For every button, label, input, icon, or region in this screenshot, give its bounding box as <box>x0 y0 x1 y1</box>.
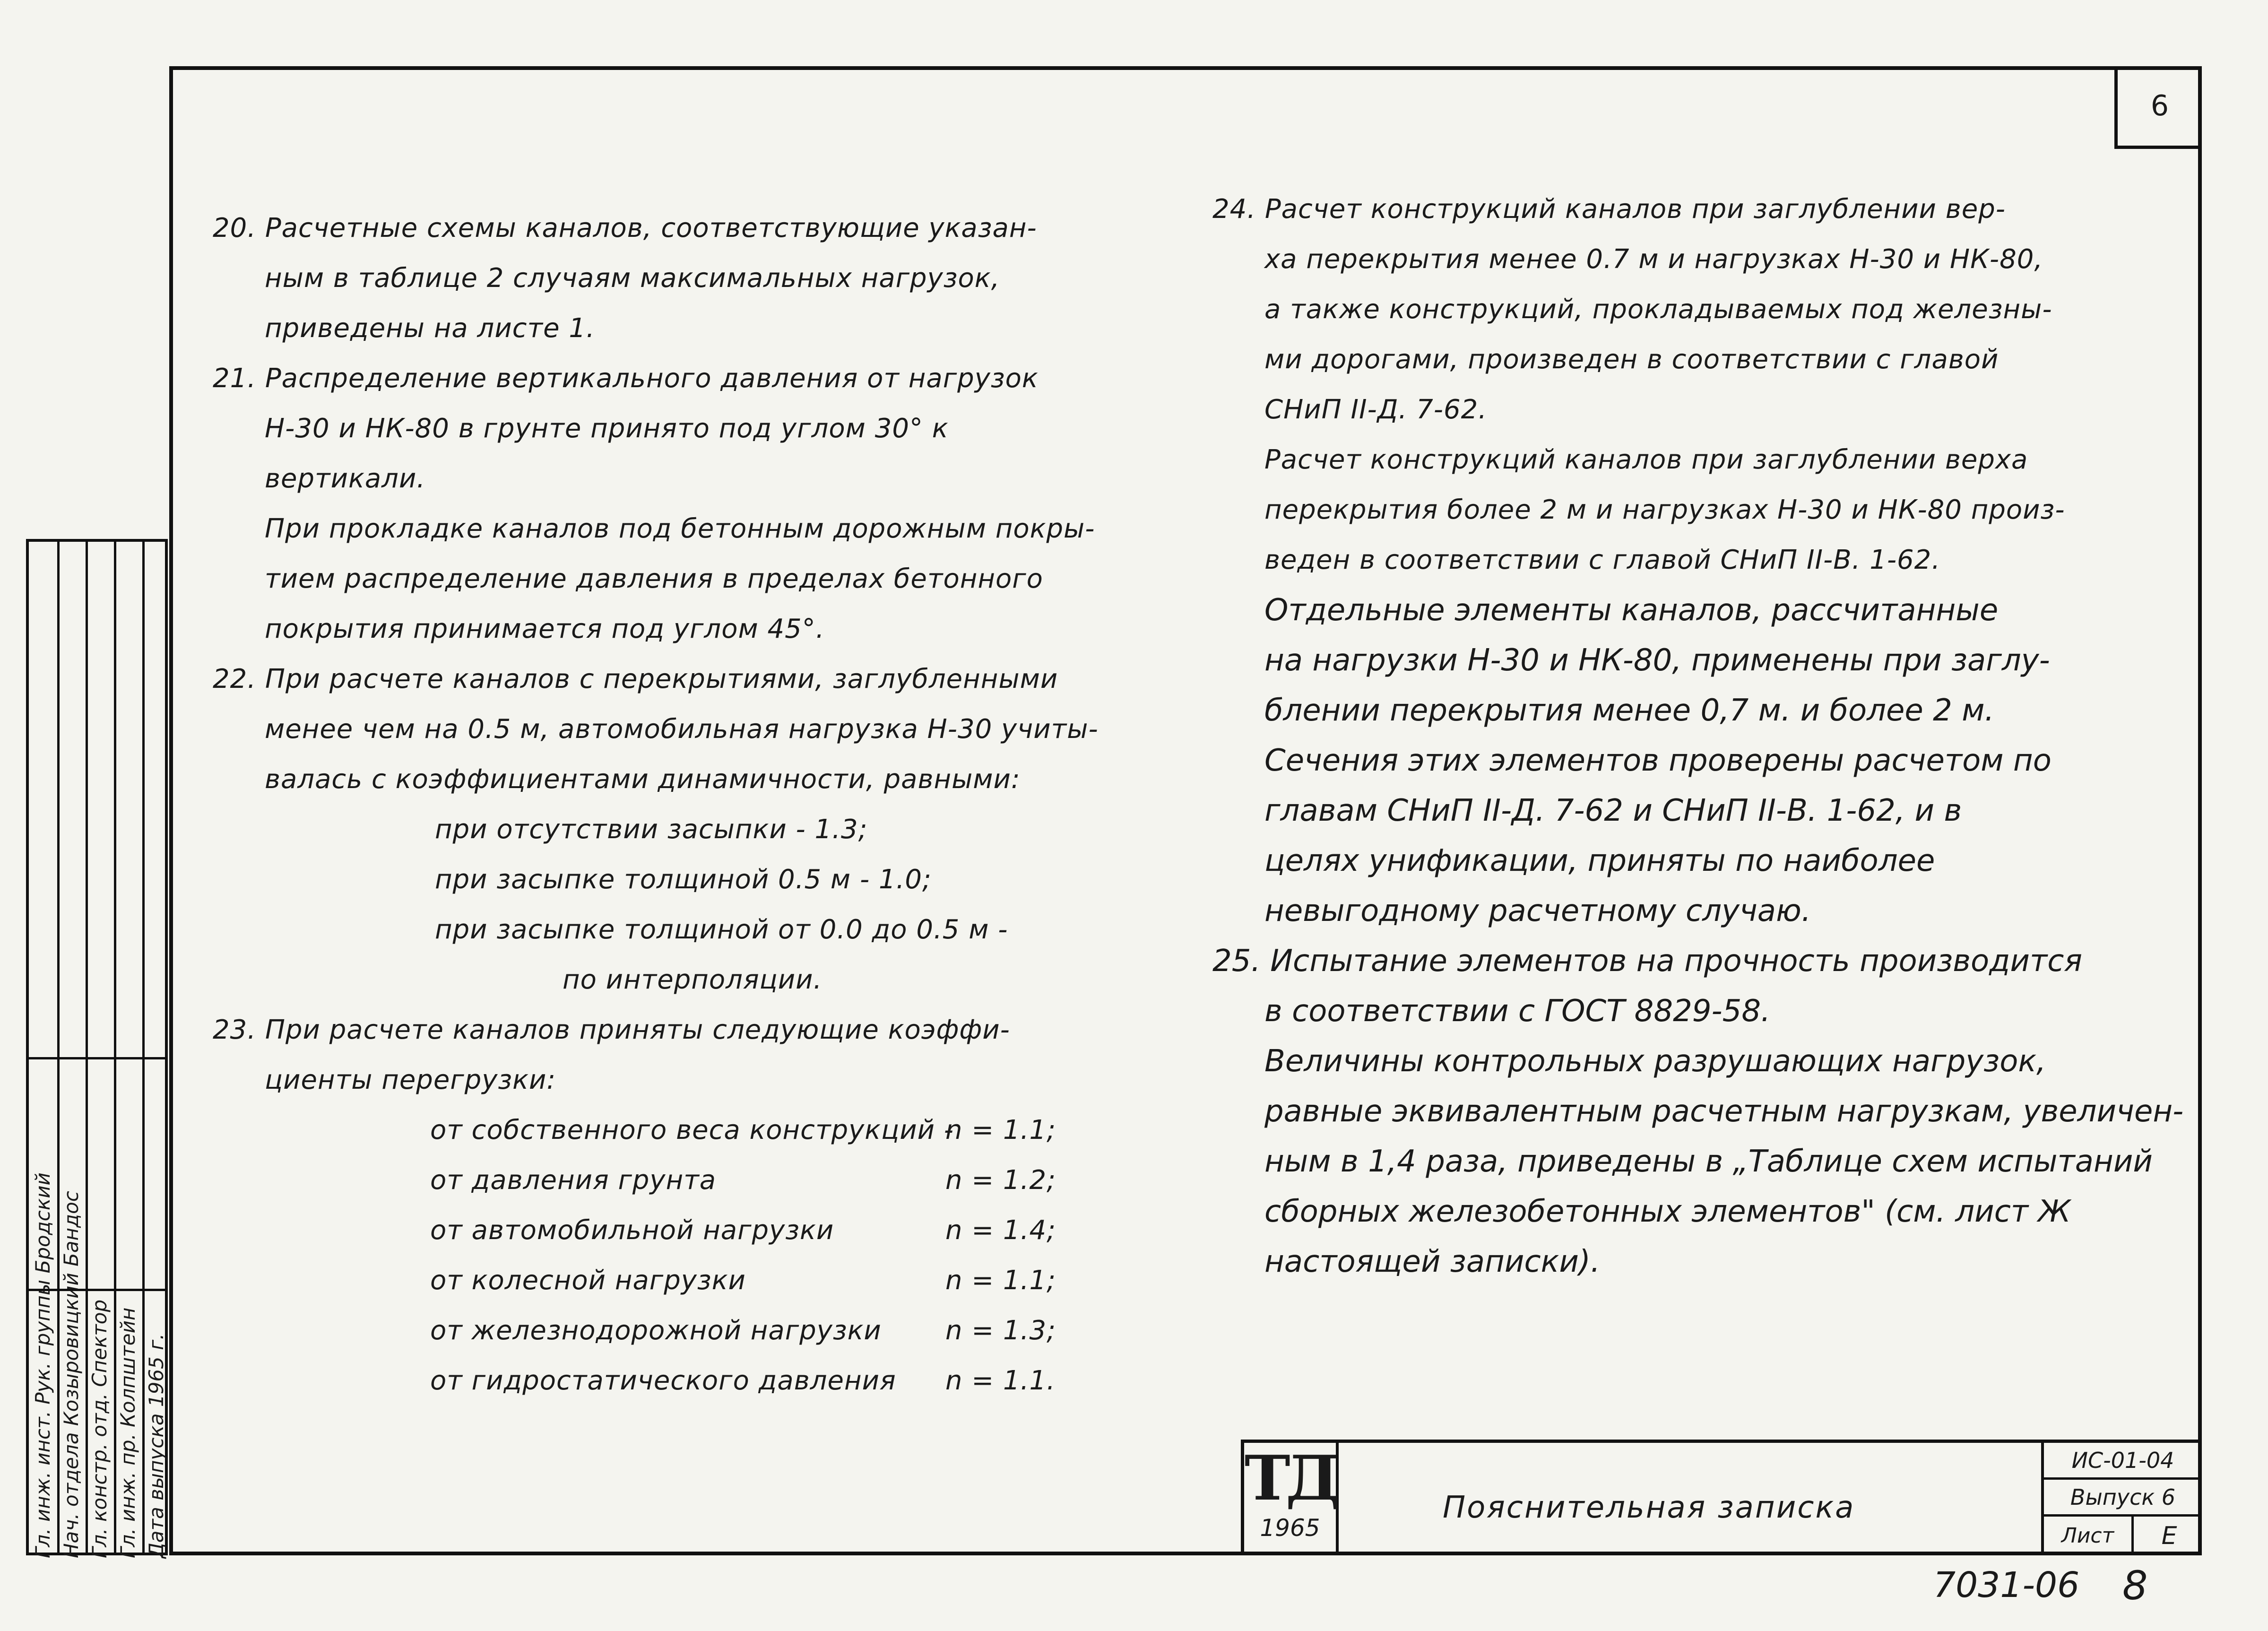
handwritten-line: главам СНиП II-Д. 7-62 и СНиП II-В. 1-62, и в <box>1264 793 1962 828</box>
text-line: при засыпке толщиной 0.5 м - 1.0; <box>435 864 932 895</box>
handwritten-line: равные эквивалентным расчетным нагрузкам, увеличен- <box>1264 1094 2184 1129</box>
text-line: ным в таблице 2 случаям максимальных нагрузок, <box>265 263 1000 294</box>
handwritten-line: Величины контрольных разрушающих нагрузок, <box>1264 1044 2046 1079</box>
text-line: Расчет конструкций каналов при заглублении верха <box>1264 444 2028 475</box>
text-line: менее чем на 0.5 м, автомобильная нагрузка Н-30 учиты- <box>265 714 1099 745</box>
coefficient-row <box>213 1155 1158 1206</box>
archive-sheet-number: 8 <box>2122 1562 2148 1609</box>
sheet-value: Е <box>2161 1522 2177 1550</box>
coefficient-value: n = 1.2; <box>945 1165 1056 1196</box>
coefficient-label: от давления грунта <box>430 1165 717 1196</box>
coefficient-value: n = 1.4; <box>945 1215 1056 1246</box>
text-line: покрытия принимается под углом 45°. <box>265 614 825 644</box>
archive-code: 7031-06 <box>1933 1565 2080 1605</box>
stamp-column-text: Нач. отдела Козыровицкий Бандос <box>60 1191 83 1558</box>
coefficient-label: от железнодорожной нагрузки <box>430 1315 882 1346</box>
handwritten-line: на нагрузки Н-30 и НК-80, применены при заглу- <box>1264 643 2050 678</box>
coefficient-row <box>213 1206 1158 1256</box>
handwritten-line: целях унификации, приняты по наиболее <box>1264 843 1935 878</box>
stamp-column-text: Гл. констр. отд. Спектор <box>88 1299 111 1558</box>
text-line: приведены на листе 1. <box>265 313 595 344</box>
right-column <box>1212 184 2196 1287</box>
text-line: циенты перегрузки: <box>265 1065 556 1095</box>
text-line: тием распределение давления в пределах бетонного <box>265 564 1043 594</box>
left-column <box>213 203 1158 1406</box>
text-line: 22. При расчете каналов с перекрытиями, заглубленными <box>213 664 1058 694</box>
text-line: вертикали. <box>265 463 426 494</box>
publisher-logo <box>1244 1443 1339 1555</box>
text-line: валась с коэффициентами динамичности, равными: <box>265 764 1021 795</box>
handwritten-line: ным в 1,4 раза, приведены в „Таблице схем испытаний <box>1264 1144 2153 1179</box>
text-line: 21. Распределение вертикального давления от нагрузок <box>213 363 1039 394</box>
approval-stamp <box>26 539 168 1558</box>
text-line: по интерполяции. <box>563 964 822 995</box>
stamp-column-text: Гл. инж. инст. Рук. группы Бродский <box>31 1172 54 1558</box>
text-line: а также конструкций, прокладываемых под железны- <box>1264 294 2052 325</box>
text-line: при засыпке толщиной от 0.0 до 0.5 м - <box>435 914 1008 945</box>
coefficient-value: n = 1.3; <box>945 1315 1056 1346</box>
stamp-divider <box>29 1289 165 1291</box>
text-line: при отсутствии засыпки - 1.3; <box>435 814 868 845</box>
document-code: ИС-01-04 <box>2044 1443 2202 1480</box>
text-line: перекрытия более 2 м и нагрузках Н-30 и НК-80 произ- <box>1264 495 2065 525</box>
text-line: При прокладке каналов под бетонным дорожным покры- <box>265 513 1095 544</box>
issue-number: Выпуск 6 <box>2044 1480 2202 1517</box>
text-line: 24. Расчет конструкций каналов при заглублении вер- <box>1212 194 2006 225</box>
stamp-column-text: Гл. инж. пр. Колпштейн <box>116 1307 139 1558</box>
text-line: СНиП II-Д. 7-62. <box>1264 394 1487 425</box>
handwritten-line: сборных железобетонных элементов" (см. лист Ж <box>1264 1194 2071 1229</box>
coefficient-label: от гидростатического давления <box>430 1365 896 1396</box>
coefficient-row <box>213 1256 1158 1306</box>
coefficient-value: n = 1.1. <box>945 1365 1056 1396</box>
sheet-label: Лист <box>2044 1517 2134 1555</box>
handwritten-line: в соответствии с ГОСТ 8829-58. <box>1264 994 1771 1029</box>
document-title: Пояснительная записка <box>1443 1490 1855 1525</box>
text-line: ха перекрытия менее 0.7 м и нагрузках Н-30 и НК-80, <box>1264 244 2043 275</box>
coefficient-row <box>213 1356 1158 1406</box>
handwritten-line: невыгодному расчетному случаю. <box>1264 894 1811 928</box>
title-block <box>1241 1440 2202 1555</box>
text-line: 20. Расчетные схемы каналов, соответствующие указан- <box>213 213 1037 243</box>
coefficient-row <box>213 1306 1158 1356</box>
handwritten-line: настоящей записки). <box>1264 1244 1601 1279</box>
logo-mark: ТД <box>1244 1442 1336 1514</box>
text-line: веден в соответствии с главой СНиП II-В. 1-62. <box>1264 545 1941 575</box>
handwritten-line: Отдельные элементы каналов, рассчитанные <box>1264 593 1999 628</box>
coefficient-label: от собственного веса конструкций - <box>430 1115 954 1145</box>
stamp-divider <box>29 1057 165 1059</box>
title-block-meta <box>2041 1443 2202 1555</box>
stamp-column-text: Дата выпуска 1965 г. <box>145 1333 168 1558</box>
coefficient-label: от колесной нагрузки <box>430 1265 746 1296</box>
handwritten-line: Сечения этих элементов проверены расчетом по <box>1264 743 2052 778</box>
text-line: Н-30 и НК-80 в грунте принято под углом 30° к <box>265 413 949 444</box>
text-line: ми дорогами, произведен в соответствии с главой <box>1264 344 1999 375</box>
text-line: 23. При расчете каналов приняты следующие коэффи- <box>213 1015 1010 1045</box>
coefficient-value: n = 1.1; <box>945 1115 1056 1145</box>
logo-year: 1965 <box>1260 1514 1320 1542</box>
coefficient-row <box>213 1105 1158 1155</box>
page-number: 6 <box>2114 66 2202 149</box>
handwritten-line: блении перекрытия менее 0,7 м. и более 2 м. <box>1264 693 1994 728</box>
coefficient-value: n = 1.1; <box>945 1265 1056 1296</box>
coefficient-label: от автомобильной нагрузки <box>430 1215 834 1246</box>
handwritten-line: 25. Испытание элементов на прочность производится <box>1212 944 2082 979</box>
